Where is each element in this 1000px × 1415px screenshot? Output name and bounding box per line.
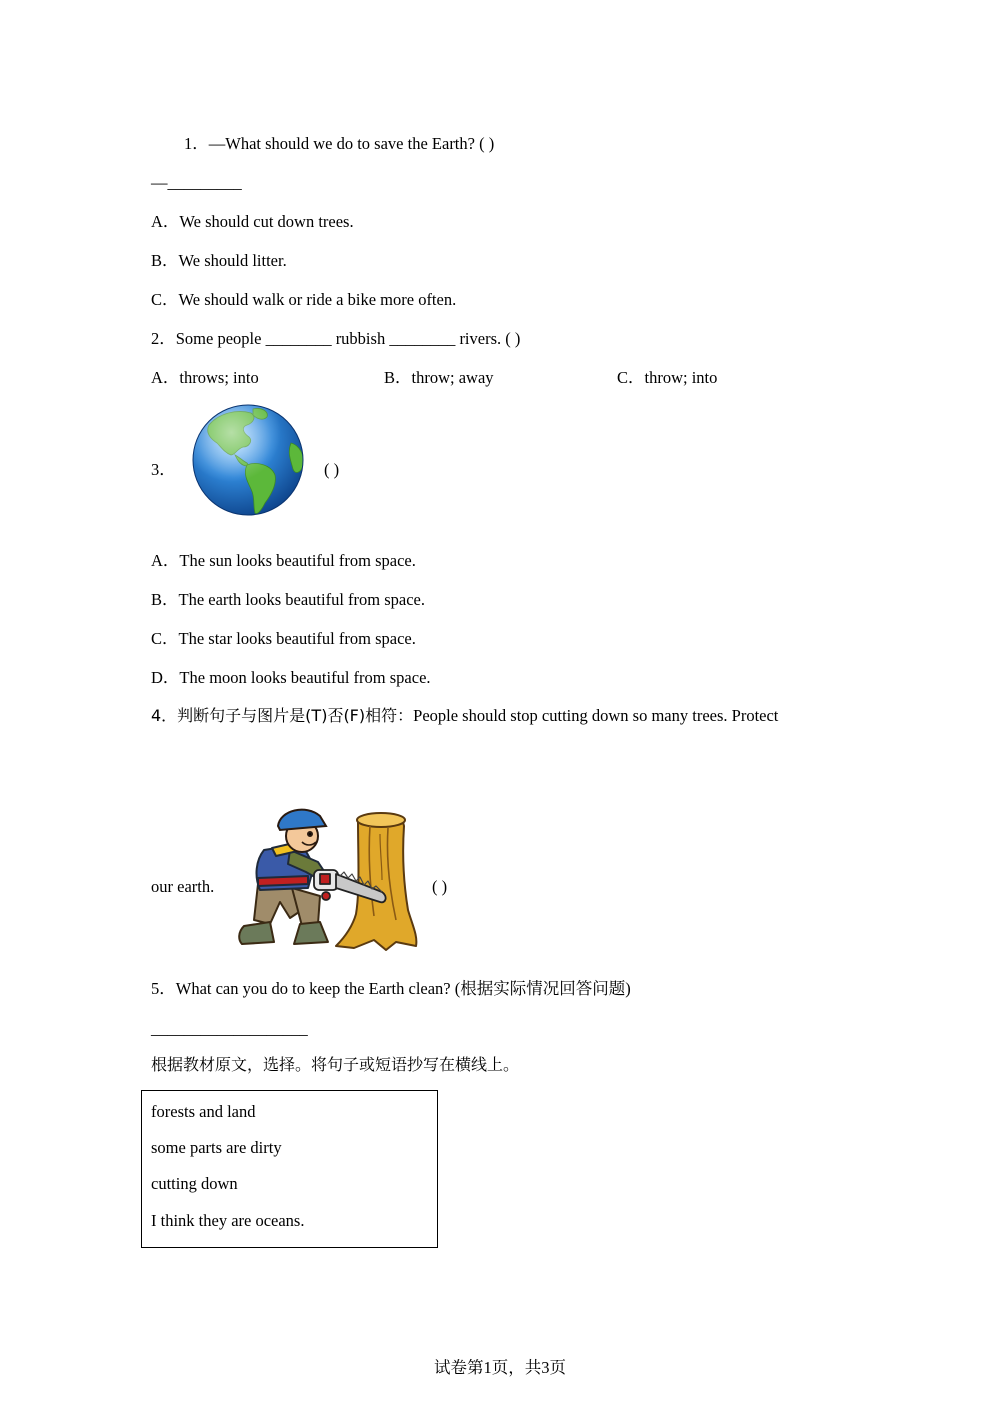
question-1-option-c: C．We should walk or ride a bike more often. — [151, 290, 457, 309]
word-bank-item: forests and land — [151, 1102, 256, 1121]
question-5-answer-line: ___________________ — [151, 1019, 308, 1038]
question-1-text: 1．—What should we do to save the Earth? ( ) — [184, 134, 495, 153]
word-bank-box — [141, 1090, 438, 1248]
question-3-option-d: D．The moon looks beautiful from space. — [151, 668, 431, 687]
question-4-line — [151, 706, 778, 726]
question-4-bracket: ( ) — [432, 877, 448, 896]
question-5-text-content: 5．What can you do to keep the Earth clean? (根据实际情况回答问题) — [151, 979, 631, 998]
question-5-text — [151, 979, 631, 999]
question-4-sentence-start: People should stop cutting down so many trees. Protect — [413, 706, 779, 725]
question-2-option-b: B．throw; away — [384, 368, 494, 387]
question-3-bracket: ( ) — [324, 460, 340, 479]
question-1-option-a: A．We should cut down trees. — [151, 212, 354, 231]
question-3-option-c: C．The star looks beautiful from space. — [151, 629, 416, 648]
question-4-prefix: 4．判断句子与图片是(T)否(F)相符： — [151, 706, 414, 725]
question-2-option-a: A．throws; into — [151, 368, 259, 387]
lumberjack-chainsaw-icon — [236, 806, 420, 954]
question-3-option-b: B．The earth looks beautiful from space. — [151, 590, 425, 609]
earth-globe-icon — [191, 403, 305, 517]
section-instruction: 根据教材原文，选择。将句子或短语抄写在横线上。 — [151, 1055, 520, 1074]
question-2-option-c: C．throw; into — [617, 368, 718, 387]
question-3-number: 3． — [151, 460, 176, 479]
word-bank-item: I think they are oceans. — [151, 1211, 305, 1230]
word-bank-item: some parts are dirty — [151, 1138, 282, 1157]
question-2-text: 2．Some people ________ rubbish ________ rivers. ( ) — [151, 329, 521, 348]
question-1-answer-line: —_________ — [151, 173, 242, 192]
question-1-option-b: B．We should litter. — [151, 251, 287, 270]
question-4-sentence-end: our earth. — [151, 877, 215, 896]
page-footer: 试卷第1页，共3页 — [434, 1358, 566, 1377]
question-3-option-a: A．The sun looks beautiful from space. — [151, 551, 416, 570]
word-bank-item: cutting down — [151, 1174, 238, 1193]
